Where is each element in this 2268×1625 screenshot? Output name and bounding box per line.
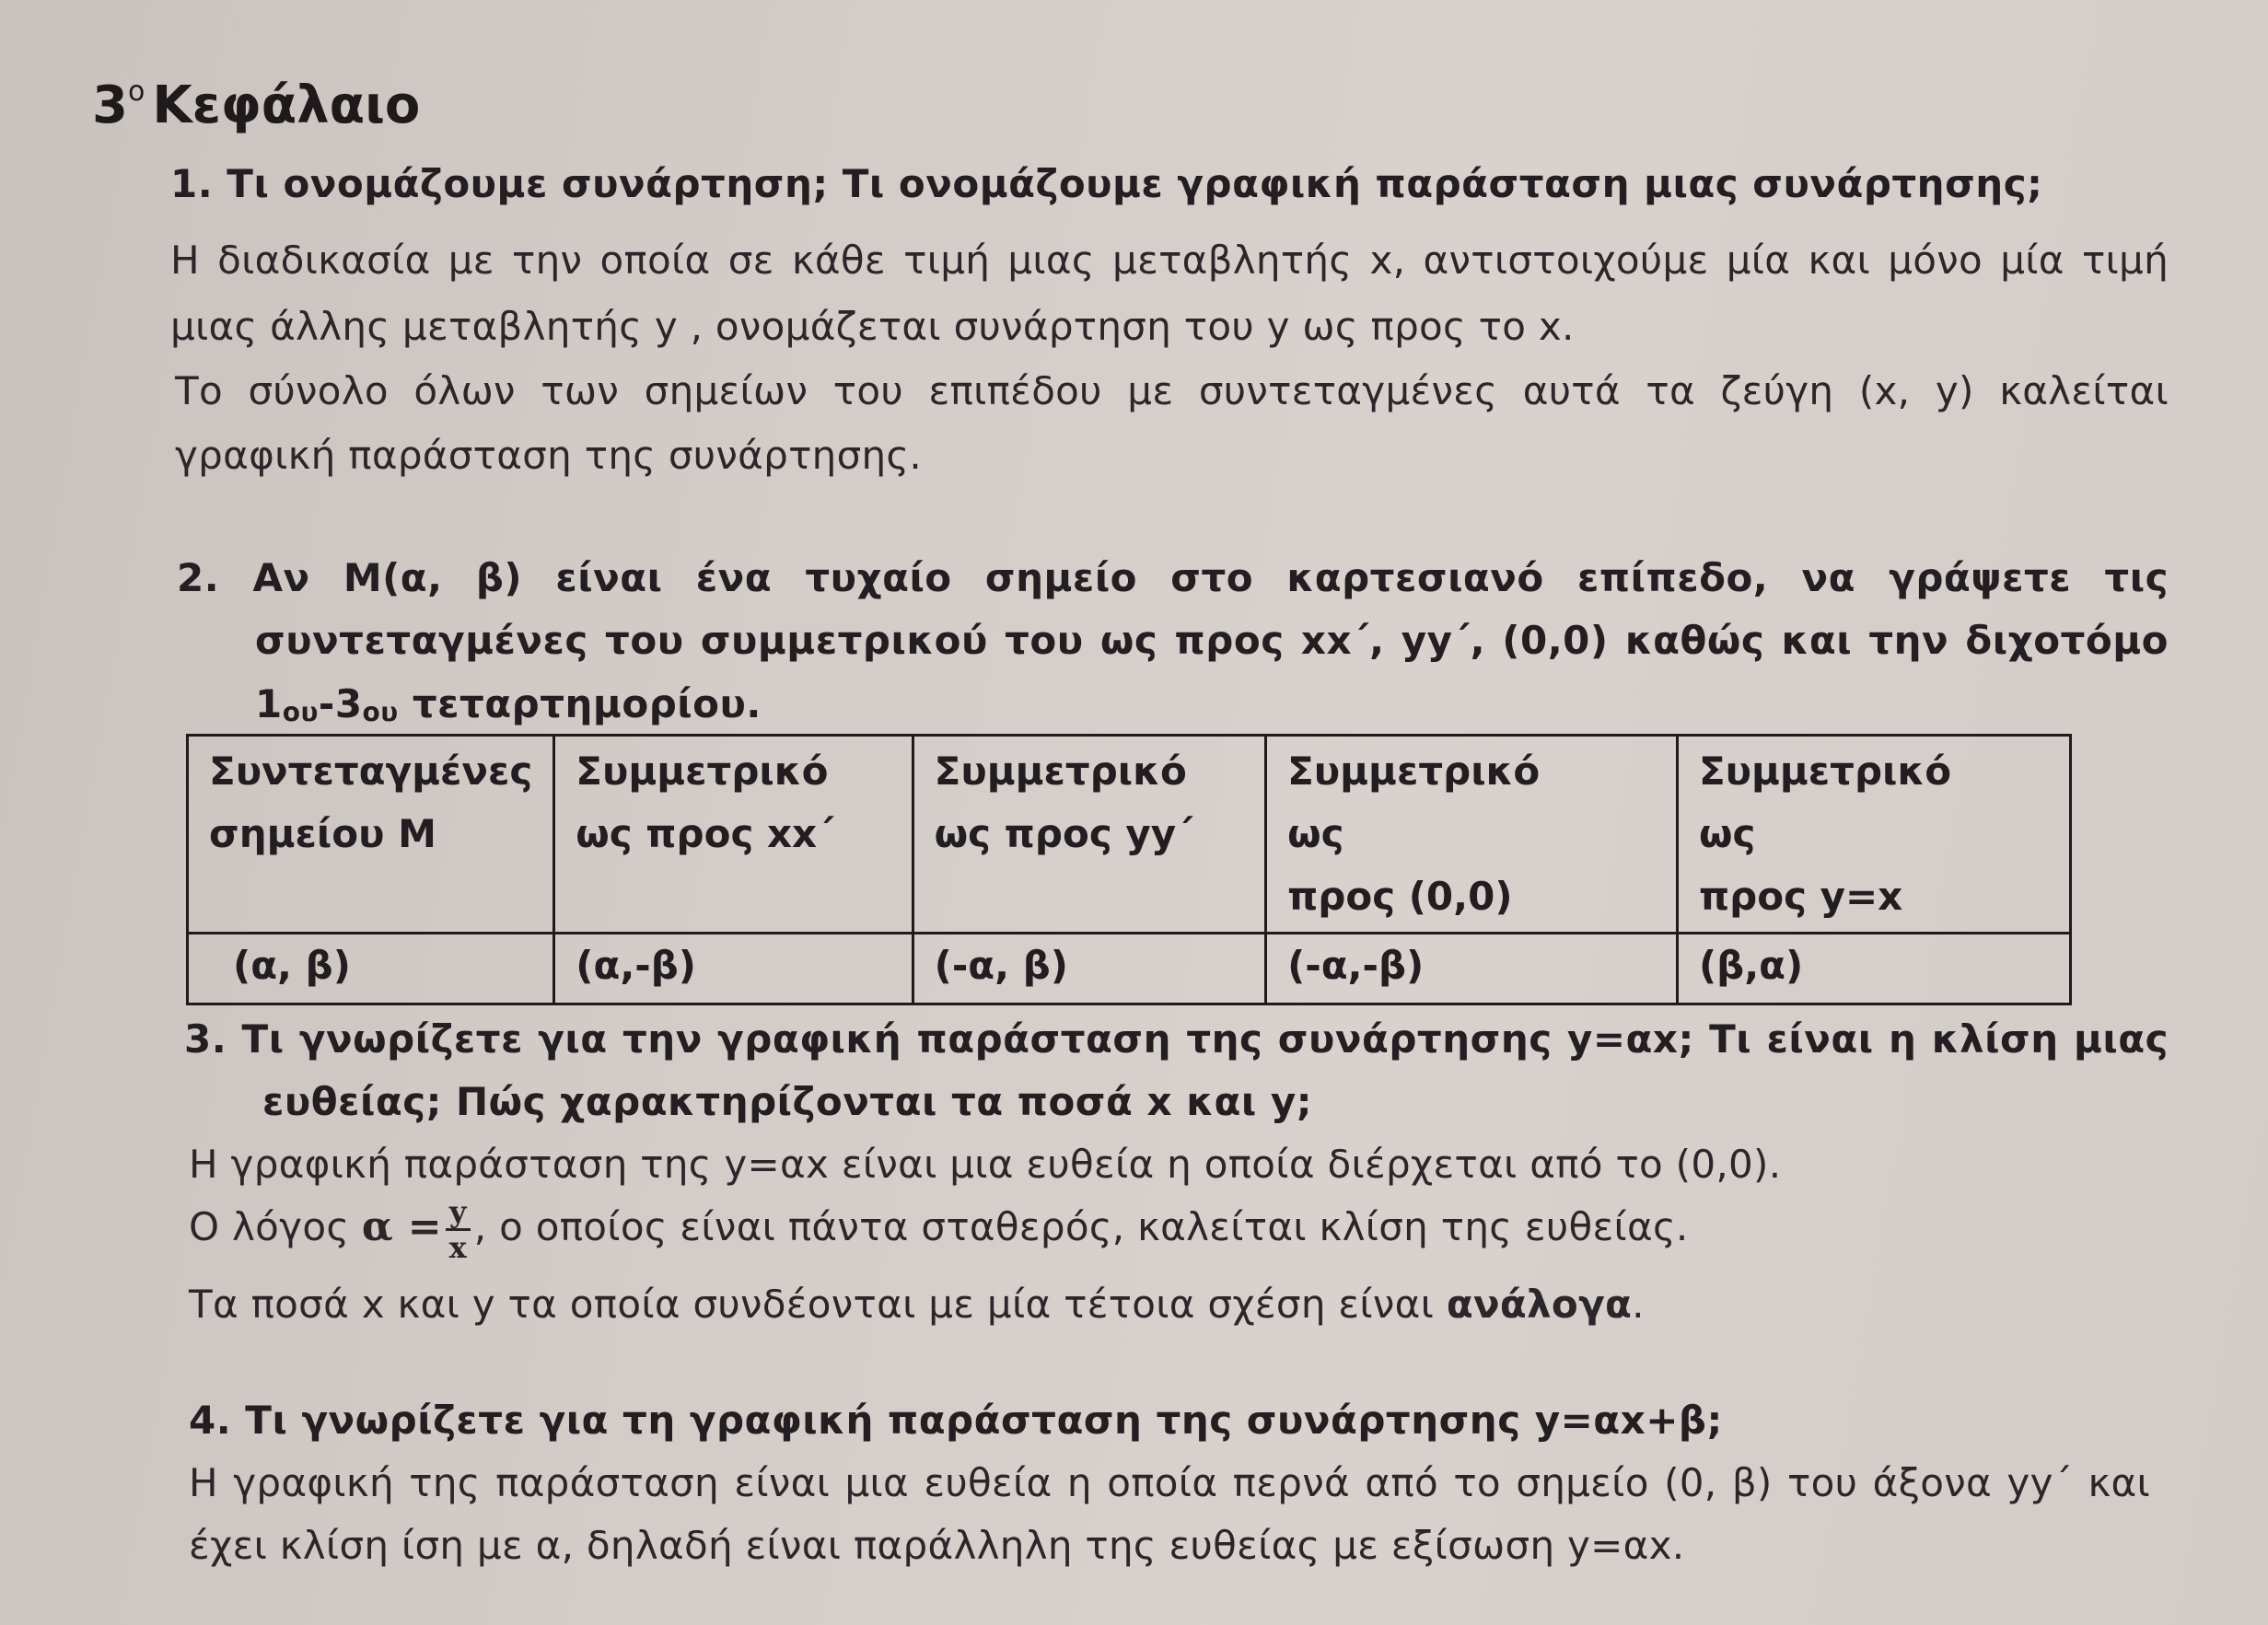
header-2-line-2: ως προς yy΄ — [934, 811, 1193, 856]
question-2-line-1: 2. Αν Μ(α, β) είναι ένα τυχαίο σημείο στο καρτεσιανό επίπεδο, να γράψετε τις — [177, 555, 2169, 600]
table-row — [188, 934, 2071, 1004]
header-1-line-1: Συμμετρικό — [576, 749, 829, 794]
answer-4-line-1: Η γραφική της παράσταση είναι μια ευθεία η οποία περνά από το σημείο (0, β) του άξονα yy΄ και — [189, 1460, 2150, 1505]
q2-line3-sub-1: ου — [282, 697, 319, 727]
header-1-line-2: ως προς xx΄ — [576, 811, 834, 856]
question-2-line-2: συντεταγμένες του συμμετρικού του ως προς xx΄, yy΄, (0,0) καθώς και την διχοτόμο — [255, 618, 2169, 663]
q2-line3-part-b: -3 — [318, 681, 363, 726]
answer-1-line-3: Το σύνολο όλων των σημείων του επιπέδου με συντεταγμένες αυτά τα ζεύγη (x, y) καλείται — [175, 368, 2169, 413]
answer-1-line-2: μιας άλλης μεταβλητής y , ονομάζεται συνάρτηση του y ως προς το x. — [170, 304, 1575, 349]
symmetry-table — [186, 734, 2072, 1005]
answer-3-line-1: Η γραφική παράσταση της y=αx είναι μια ευθεία η οποία διέρχεται από το (0,0). — [189, 1142, 1782, 1187]
header-3-line-1: Συμμετρικό ως — [1287, 749, 1541, 856]
table-cell: (-α, β) — [913, 934, 1265, 1004]
answer-3-period: . — [1632, 1282, 1645, 1327]
question-2-line-3 — [255, 681, 762, 727]
answer-1-line-4: γραφική παράσταση της συνάρτησης. — [175, 433, 923, 478]
table-header-cell — [554, 736, 913, 934]
ratio-suffix: , ο οποίος είναι πάντα σταθερός, καλείται κλίση της ευθείας. — [473, 1204, 1689, 1249]
answer-3-line-3 — [189, 1282, 1645, 1327]
answer-3-line-3-text: Τα ποσά x και y τα οποία συνδέονται με μία τέτοια σχέση είναι — [189, 1282, 1435, 1327]
header-2-line-1: Συμμετρικό — [934, 749, 1187, 794]
chapter-superscript: ο — [127, 75, 145, 108]
chapter-title — [92, 75, 420, 135]
ratio-prefix: Ο λόγος — [189, 1204, 350, 1249]
chapter-number: 3 — [92, 75, 128, 135]
table-cell: (α, β) — [188, 934, 554, 1004]
fraction-denominator: x — [448, 1230, 468, 1265]
question-3-line-2: ευθείας; Πώς χαρακτηρίζονται τα ποσά x και y; — [262, 1079, 1313, 1124]
answer-4-line-2: έχει κλίση ίση με α, δηλαδή είναι παράλληλη της ευθείας με εξίσωση y=αx. — [189, 1523, 1685, 1568]
table-cell: (-α,-β) — [1266, 934, 1678, 1004]
fraction-numerator: y — [446, 1195, 471, 1231]
table-cell: (α,-β) — [554, 934, 913, 1004]
table-header-cell — [1266, 736, 1678, 934]
answer-1-line-1: Η διαδικασία με την οποία σε κάθε τιμή μιας μεταβλητής x, αντιστοιχούμε μία και μόνο μία τιμή — [170, 238, 2169, 283]
q2-line3-part-a: 1 — [255, 681, 283, 726]
question-3-line-1: 3. Τι γνωρίζετε για την γραφική παράσταση της συνάρτησης y=αx; Τι είναι η κλίση μιας — [184, 1016, 2169, 1062]
table-header-row — [188, 736, 2071, 934]
table-cell: (β,α) — [1677, 934, 2070, 1004]
ratio-fraction — [446, 1195, 471, 1264]
q2-line3-sub-2: ου — [362, 697, 399, 727]
header-0-line-1: Συντεταγμένες — [209, 749, 533, 794]
table-header-cell — [913, 736, 1265, 934]
question-1: 1. Τι ονομάζουμε συνάρτηση; Τι ονομάζουμε γραφική παράσταση μιας συνάρτησης; — [170, 161, 2043, 206]
answer-3-bold-word: ανάλογα — [1446, 1282, 1633, 1327]
answer-3-line-2 — [189, 1195, 1689, 1264]
header-0-line-2: σημείου Μ — [209, 811, 436, 856]
table-header-cell — [1677, 736, 2070, 934]
alpha-equals: α = — [361, 1203, 442, 1250]
chapter-title-text: Κεφάλαιο — [152, 75, 421, 135]
table-header-cell — [188, 736, 554, 934]
header-4-line-2: προς y=x — [1698, 874, 1903, 919]
header-4-line-1: Συμμετρικό ως — [1698, 749, 1952, 856]
q2-line3-part-c: τεταρτημορίου. — [398, 681, 762, 726]
header-3-line-2: προς (0,0) — [1287, 874, 1513, 919]
question-4: 4. Τι γνωρίζετε για τη γραφική παράσταση της συνάρτησης y=αx+β; — [189, 1398, 1723, 1443]
